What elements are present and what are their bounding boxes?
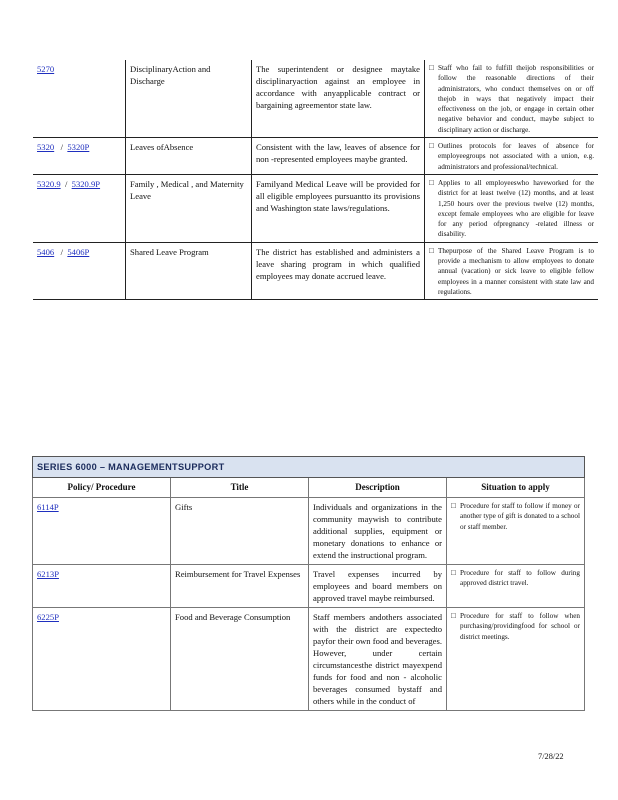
situation-cell [425,242,599,299]
procedure-link[interactable]: 5320P [67,142,90,153]
checkbox-bullet-icon: □ [429,63,434,72]
series-banner: SERIES 6000 – MANAGEMENTSUPPORT [33,457,585,478]
procedure-link[interactable]: 6225P [37,612,59,622]
description-cell: Familyand Medical Leave will be provided for all eligible employees pursuantto its provisions and Washington state laws/regulations. [252,174,425,242]
policy-link[interactable]: 5406 [37,246,55,257]
policy-cell [33,174,126,242]
table-row [33,498,585,565]
policy-cell [33,498,171,565]
policy-cell [33,138,126,175]
title-cell: Food and Beverage Consumption [171,608,309,711]
policy-table-5000-series [33,60,598,300]
checkbox-bullet-icon: □ [429,141,434,151]
situation-text: Procedure for staff to follow if money or another type of gift is donated to a school or staff member. [460,502,580,531]
description-cell: The superintendent or designee maytake disciplinaryaction against an employee in accordance with anyapplicable contract or bargaining agreementor state law. [252,60,425,138]
column-header-situation: Situation to apply [447,478,585,498]
checkbox-bullet-icon: □ [429,177,434,187]
policy-cell [33,242,126,299]
situation-cell [447,608,585,711]
policy-cell [33,60,126,138]
title-cell: Shared Leave Program [126,242,252,299]
series-banner-row [33,457,585,478]
situation-cell [425,60,599,138]
policy-cell [33,565,171,608]
description-cell: Individuals and organizations in the community maywish to contribute additional supplies, equipment or monetary donations to enhance or extend the instructional program. [309,498,447,565]
policy-link[interactable]: 5320 [37,142,55,153]
procedure-link[interactable]: 5406P [67,246,90,257]
policy-cell [33,608,171,711]
title-cell: DisciplinaryAction and Discharge [126,60,252,138]
description-cell: Staff members andothers associated with the district are expectedto payfor their own food and beverages. However, under certain circumstancesthe district mayexpend funds for food and non - alcoholic beverages consumed bystaff and others while in the conduct of [309,608,447,711]
situation-cell [447,498,585,565]
procedure-link[interactable]: 6114P [37,502,59,512]
description-cell: The district has established and administers a leave sharing program in which qualified employees may donate accrued leave. [252,242,425,299]
situation-text: Thepurpose of the Shared Leave Program is to provide a mechanism to allow employees to donate annual (vacation) or sick leave to eligible fellow employees in a manner consistent with state law and regulations. [438,246,594,296]
procedure-link[interactable]: 6213P [37,569,59,579]
situation-text: Applies to all employeeswho haveworked for the district for at least twelve (12) months, and at least 1,250 hours over the previous twelve (12) months, except female employees who are eligible for leave for any period ofpregnancy -related illness or disability. [438,178,594,239]
situation-cell [447,565,585,608]
header-row [33,478,585,498]
situation-cell [425,174,599,242]
column-header-title: Title [171,478,309,498]
footer-date: 7/28/22 [538,752,564,761]
policy-link[interactable]: 5270 [37,64,55,74]
situation-text: Procedure for staff to follow when purchasing/providingfood for school or district meetings. [460,612,580,641]
table-row [33,138,598,175]
title-cell: Family , Medical , and Maternity Leave [126,174,252,242]
checkbox-bullet-icon: □ [429,245,434,255]
table-row [33,60,598,138]
situation-text: Staff who fail to fulfill theijob responsibilities or follow the reasonable directions of their administrators, who conduct themselves on or off thejob in ways that negatively impact their effectiveness on the job, or engage in certain other negative behavior and conduct, maybe subject to disciplinary action or discharge. [438,64,594,134]
table-row [33,565,585,608]
checkbox-bullet-icon: □ [451,568,456,577]
policy-separator: / [56,246,66,257]
situation-cell [425,138,599,175]
description-cell: Travel expenses incurred by employees and board members on approved travel maybe reimbursed. [309,565,447,608]
policy-table-6000-series [32,456,585,711]
policy-link[interactable]: 5320.9 [37,178,61,189]
policy-separator: / [56,142,66,153]
procedure-link[interactable]: 5320.9P [71,178,101,189]
checkbox-bullet-icon: □ [451,611,456,620]
situation-text: Outlines protocols for leaves of absence for employeegroups not associated with a union, e.g. administrators and professional/technical. [438,142,594,171]
checkbox-bullet-icon: □ [451,501,456,510]
column-header-description: Description [309,478,447,498]
column-header-policy: Policy/ Procedure [33,478,171,498]
table-row [33,608,585,711]
title-cell: Reimbursement for Travel Expenses [171,565,309,608]
description-cell: Consistent with the law, leaves of absence for non -represented employees maybe granted. [252,138,425,175]
policy-separator: / [62,178,70,189]
table-row [33,174,598,242]
situation-text: Procedure for staff to follow during approved district travel. [460,569,580,588]
table-row [33,242,598,299]
title-cell: Leaves ofAbsence [126,138,252,175]
title-cell: Gifts [171,498,309,565]
